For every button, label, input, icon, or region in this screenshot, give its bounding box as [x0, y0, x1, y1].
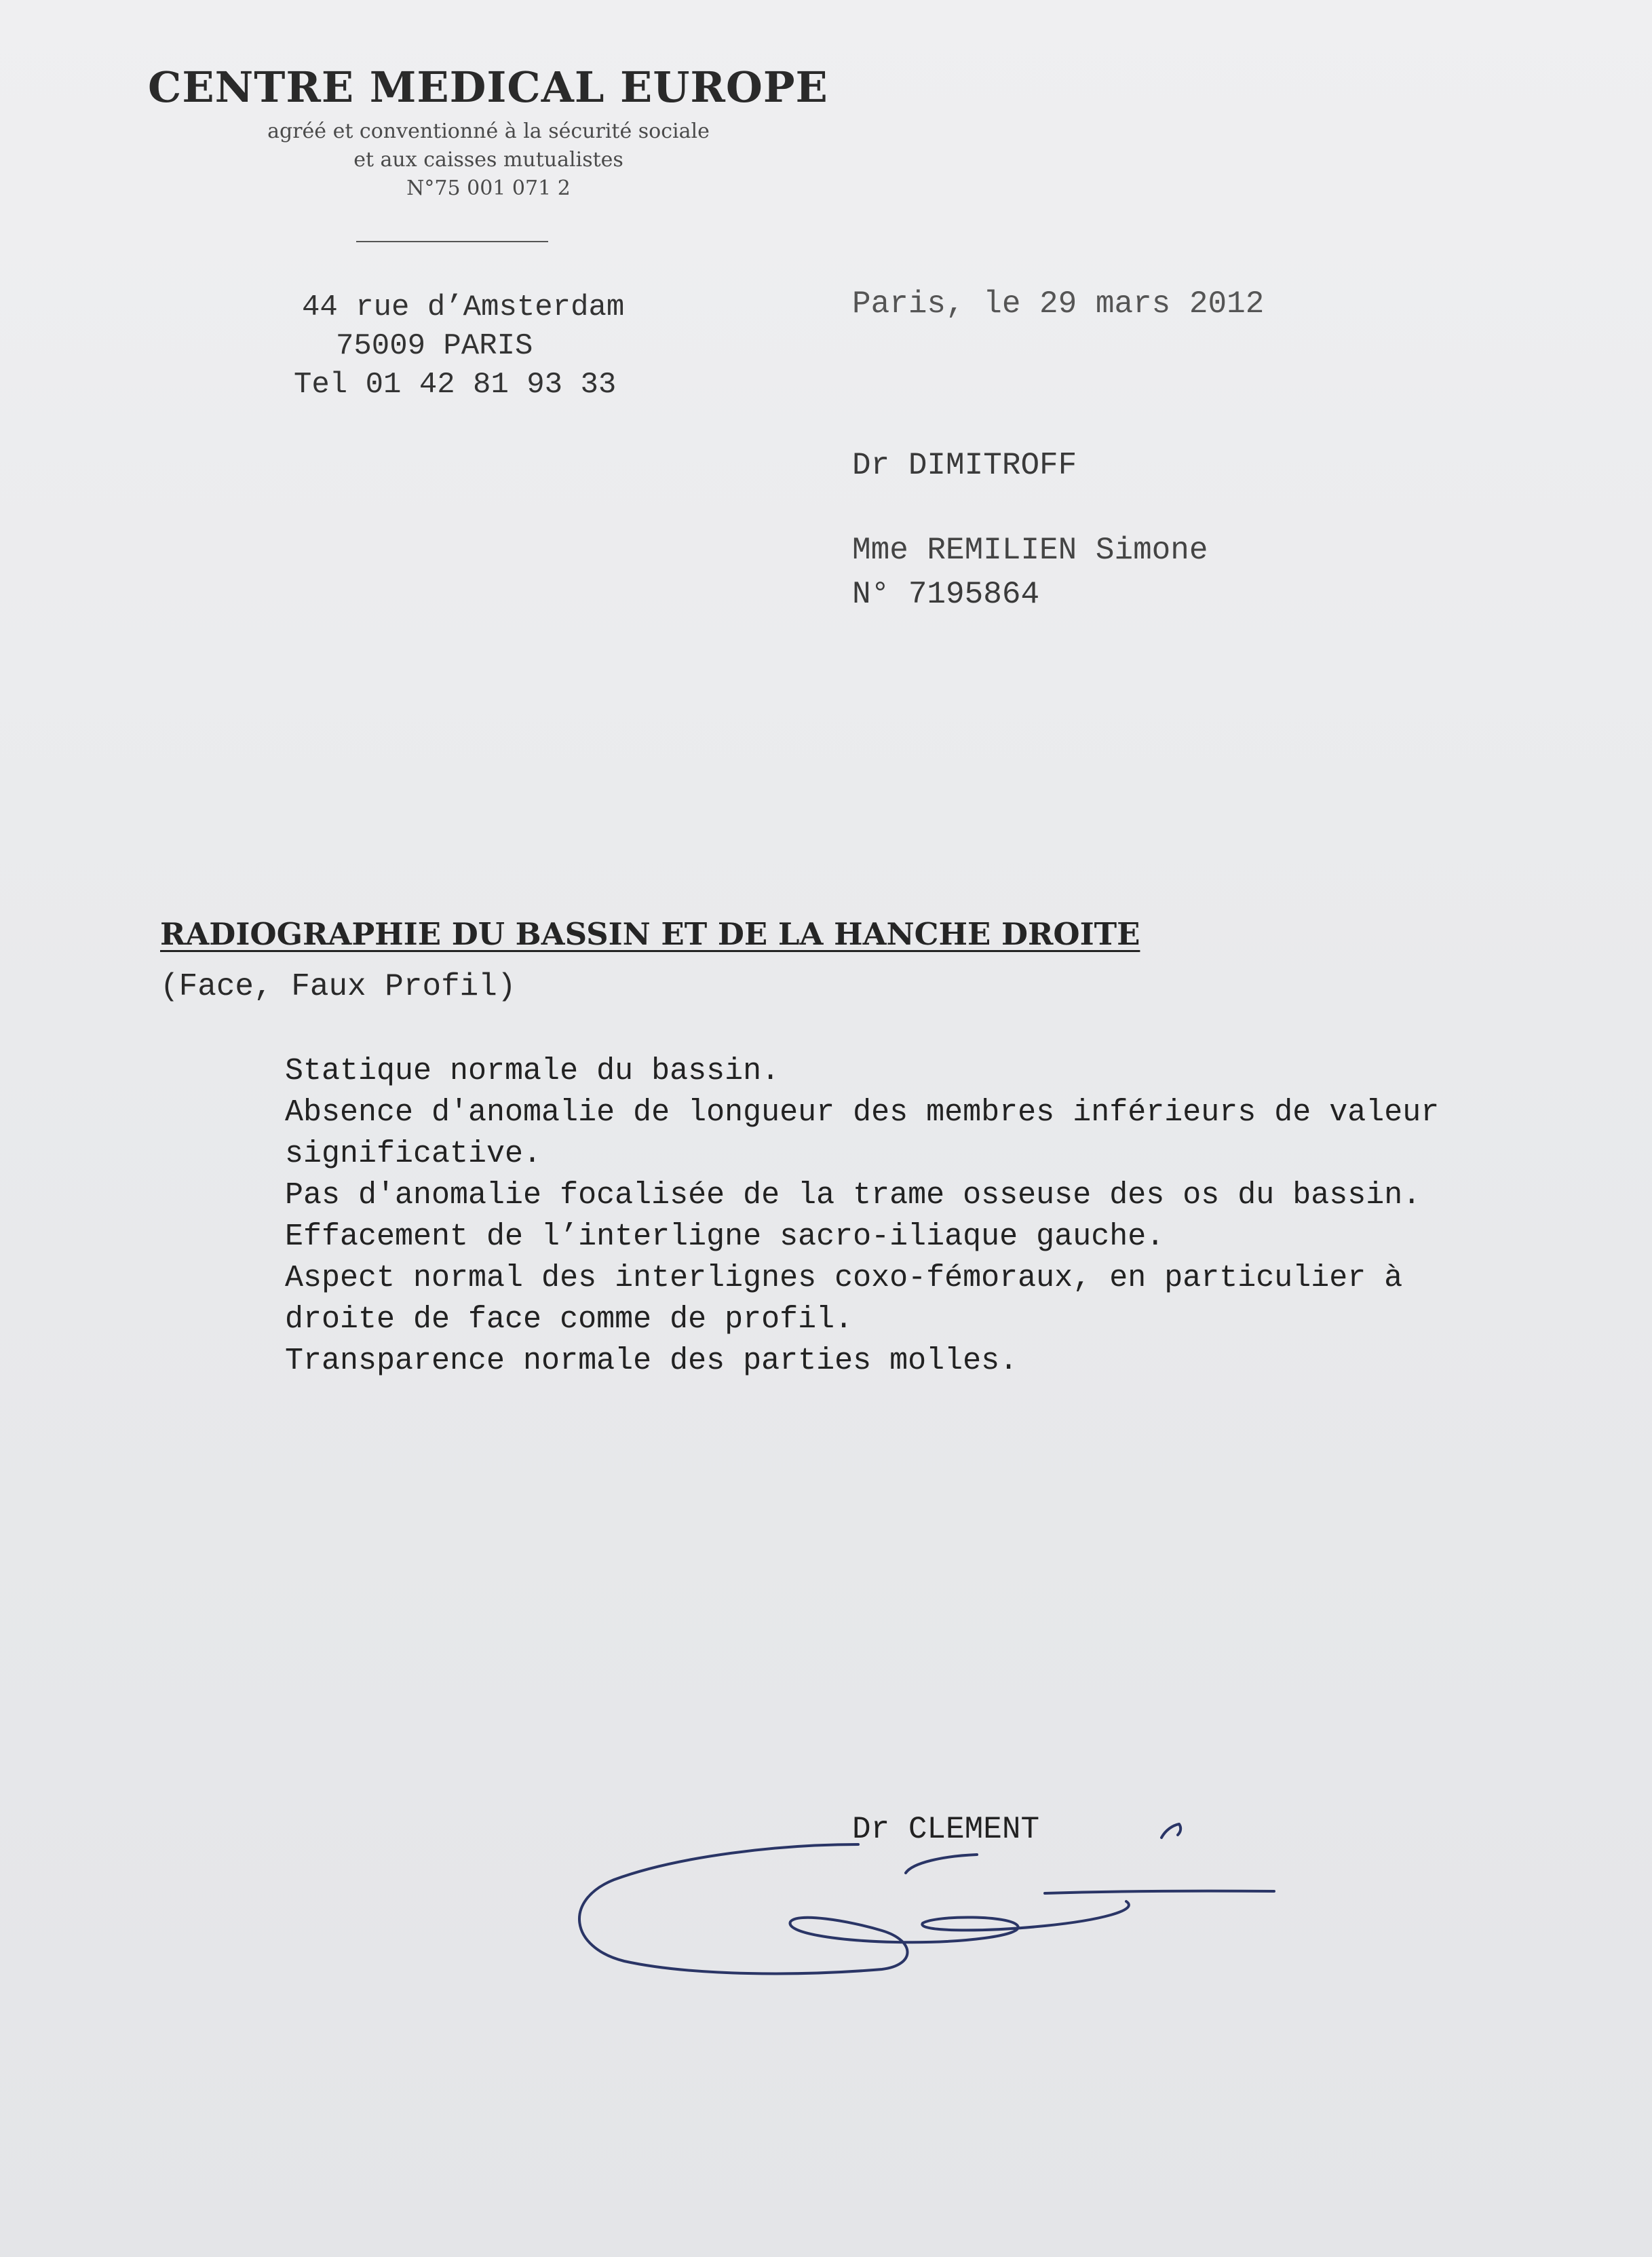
finding-line: Pas d'anomalie focalisée de la trame osseuse des os du bassin.	[285, 1178, 1421, 1213]
address-city: 75009 PARIS	[336, 329, 533, 363]
organization-name: CENTRE MEDICAL EUROPE	[148, 62, 828, 112]
organization-accreditation-line2: et aux caisses mutualistes	[353, 148, 623, 172]
patient-name: Mme REMILIEN Simone	[852, 533, 1208, 568]
patient-number: N° 7195864	[852, 577, 1040, 612]
finding-line: droite de face comme de profil.	[285, 1302, 853, 1337]
finding-line: significative.	[285, 1137, 542, 1171]
header-divider	[356, 241, 548, 242]
finding-line: Absence d'anomalie de longueur des membres inférieurs de valeur	[285, 1095, 1440, 1130]
finding-line: Aspect normal des interlignes coxo-fémoraux, en particulier à	[285, 1261, 1403, 1295]
organization-accreditation-line1: agréé et conventionné à la sécurité sociale	[267, 119, 710, 143]
findings-block	[285, 1050, 1452, 1382]
finding-line: Effacement de l’interligne sacro-iliaque gauche.	[285, 1219, 1165, 1254]
address-street: 44 rue d’Amsterdam	[302, 290, 625, 324]
exam-title: RADIOGRAPHIE DU BASSIN ET DE LA HANCHE DROITE	[160, 916, 1140, 952]
signer-name: Dr CLEMENT	[852, 1812, 1040, 1847]
address-phone: Tel 01 42 81 93 33	[294, 368, 617, 402]
finding-line: Transparence normale des parties molles.	[285, 1344, 1018, 1378]
recipient-doctor: Dr DIMITROFF	[852, 448, 1077, 483]
exam-views: (Face, Faux Profil)	[160, 969, 516, 1004]
finding-line: Statique normale du bassin.	[285, 1054, 780, 1088]
place-and-date: Paris, le 29 mars 2012	[852, 286, 1265, 322]
organization-registration-number: N°75 001 071 2	[406, 176, 571, 200]
